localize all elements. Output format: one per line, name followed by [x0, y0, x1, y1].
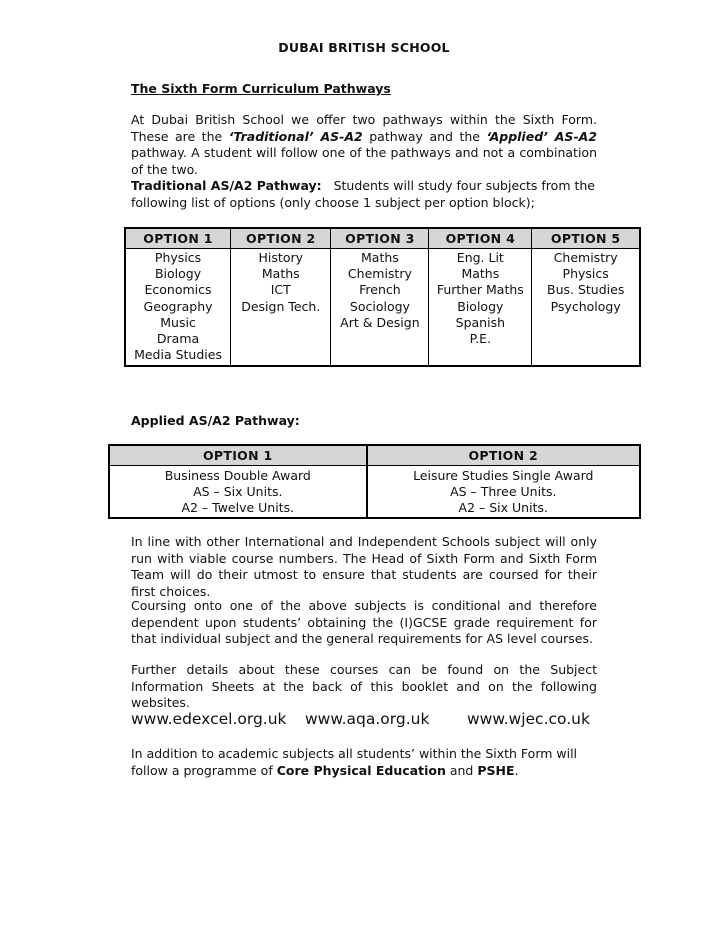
- subject: Design Tech.: [241, 298, 321, 314]
- table-row: [109, 466, 640, 519]
- course-numbers-paragraph: In line with other International and Independent Schools subject will only run with viable course numbers. The Head of Sixth Form and Sixth Form Team will do their utmost to ensure that students are coursed for their first choices.: [131, 534, 597, 599]
- course-detail: AS – Three Units.: [450, 484, 557, 499]
- subject: Bus. Studies: [547, 282, 625, 298]
- subject: Maths: [461, 266, 500, 282]
- traditional-options-table: [124, 227, 641, 367]
- course-detail: Leisure Studies Single Award: [413, 468, 594, 483]
- subject: Music: [160, 314, 196, 330]
- subject: Further Maths: [436, 282, 524, 298]
- traditional-intro: [131, 178, 597, 211]
- applied-pathway-name: ‘Applied’ AS-A2: [486, 128, 597, 144]
- subject: ICT: [270, 282, 291, 298]
- intro-paragraph: [131, 112, 597, 178]
- subject: Maths: [361, 250, 399, 265]
- applied-options-table: [108, 444, 641, 519]
- subject: Geography: [143, 298, 213, 314]
- traditional-pathway-name: ‘Traditional’ AS-A2: [228, 128, 363, 144]
- option-header: OPTION 2: [367, 445, 640, 466]
- subject: Art & Design: [340, 314, 420, 330]
- pshe: PSHE: [477, 762, 515, 778]
- subject: Eng. Lit: [456, 250, 504, 265]
- closing-paragraph: [131, 746, 597, 779]
- school-name: DUBAI BRITISH SCHOOL: [278, 40, 450, 55]
- table-header-row: [109, 445, 640, 466]
- option-column: [367, 466, 640, 519]
- subject: Psychology: [550, 298, 621, 314]
- subject: P.E.: [469, 331, 492, 347]
- website-link[interactable]: www.wjec.co.uk: [467, 710, 590, 728]
- option-column: [231, 249, 331, 367]
- closing-end: .: [514, 762, 519, 778]
- intro-text-1: At Dubai British School we offer two pathways within the Sixth Form. These are the: [131, 112, 597, 144]
- closing-text: In addition to academic subjects all students’ within the Sixth Form will follow a programme of: [131, 746, 578, 778]
- subject: Media Studies: [134, 347, 222, 363]
- option-header: OPTION 3: [331, 228, 429, 249]
- intro-text-2: pathway and the: [362, 128, 487, 144]
- option-column: [532, 249, 640, 367]
- course-detail: AS – Six Units.: [193, 484, 283, 499]
- traditional-heading: Traditional AS/A2 Pathway:: [131, 178, 322, 193]
- option-header: OPTION 2: [231, 228, 331, 249]
- intro-text-3: pathway. A student will follow one of the pathways and not a combination of the two.: [131, 145, 597, 177]
- subject: Sociology: [349, 298, 410, 314]
- option-header: OPTION 1: [109, 445, 367, 466]
- option-header: OPTION 4: [429, 228, 532, 249]
- closing-and: and: [445, 762, 478, 778]
- table-header-row: [125, 228, 640, 249]
- subject: Biology: [154, 266, 202, 282]
- subject: Spanish: [455, 314, 505, 330]
- option-header: OPTION 5: [532, 228, 640, 249]
- subject: History: [258, 250, 304, 265]
- option-column: [331, 249, 429, 367]
- option-column: [109, 466, 367, 519]
- subject: Physics: [154, 250, 202, 265]
- page-title: The Sixth Form Curriculum Pathways: [131, 81, 391, 96]
- subject: French: [359, 282, 401, 298]
- conditional-paragraph: Coursing onto one of the above subjects is conditional and therefore dependent upon students’ obtaining the (I)GCSE grade requirement for that individual subject and the general requirements for AS level courses.: [131, 598, 597, 646]
- option-column: [125, 249, 231, 367]
- subject: Economics: [144, 282, 212, 298]
- course-detail: Business Double Award: [164, 468, 311, 483]
- subject: Maths: [261, 266, 300, 282]
- course-detail: A2 – Twelve Units.: [181, 500, 295, 515]
- option-column: [429, 249, 532, 367]
- subject: Biology: [457, 298, 504, 314]
- subject: Chemistry: [347, 266, 412, 282]
- option-header: OPTION 1: [125, 228, 231, 249]
- details-paragraph: Further details about these courses can be found on the Subject Information Sheets at the back of this booklet and on the following websites.: [131, 662, 597, 710]
- table-row: [125, 249, 640, 367]
- subject: Chemistry: [553, 250, 618, 265]
- subject: Drama: [156, 331, 200, 347]
- website-link[interactable]: www.aqa.org.uk: [305, 710, 430, 728]
- applied-heading: Applied AS/A2 Pathway:: [131, 413, 300, 428]
- subject: Physics: [562, 266, 609, 282]
- core-pe: Core Physical Education: [276, 762, 446, 778]
- website-link[interactable]: www.edexcel.org.uk: [131, 710, 287, 728]
- course-detail: A2 – Six Units.: [458, 500, 548, 515]
- traditional-text: Students will study four subjects from the following list of options (only choose 1 subject per option block);: [131, 178, 599, 210]
